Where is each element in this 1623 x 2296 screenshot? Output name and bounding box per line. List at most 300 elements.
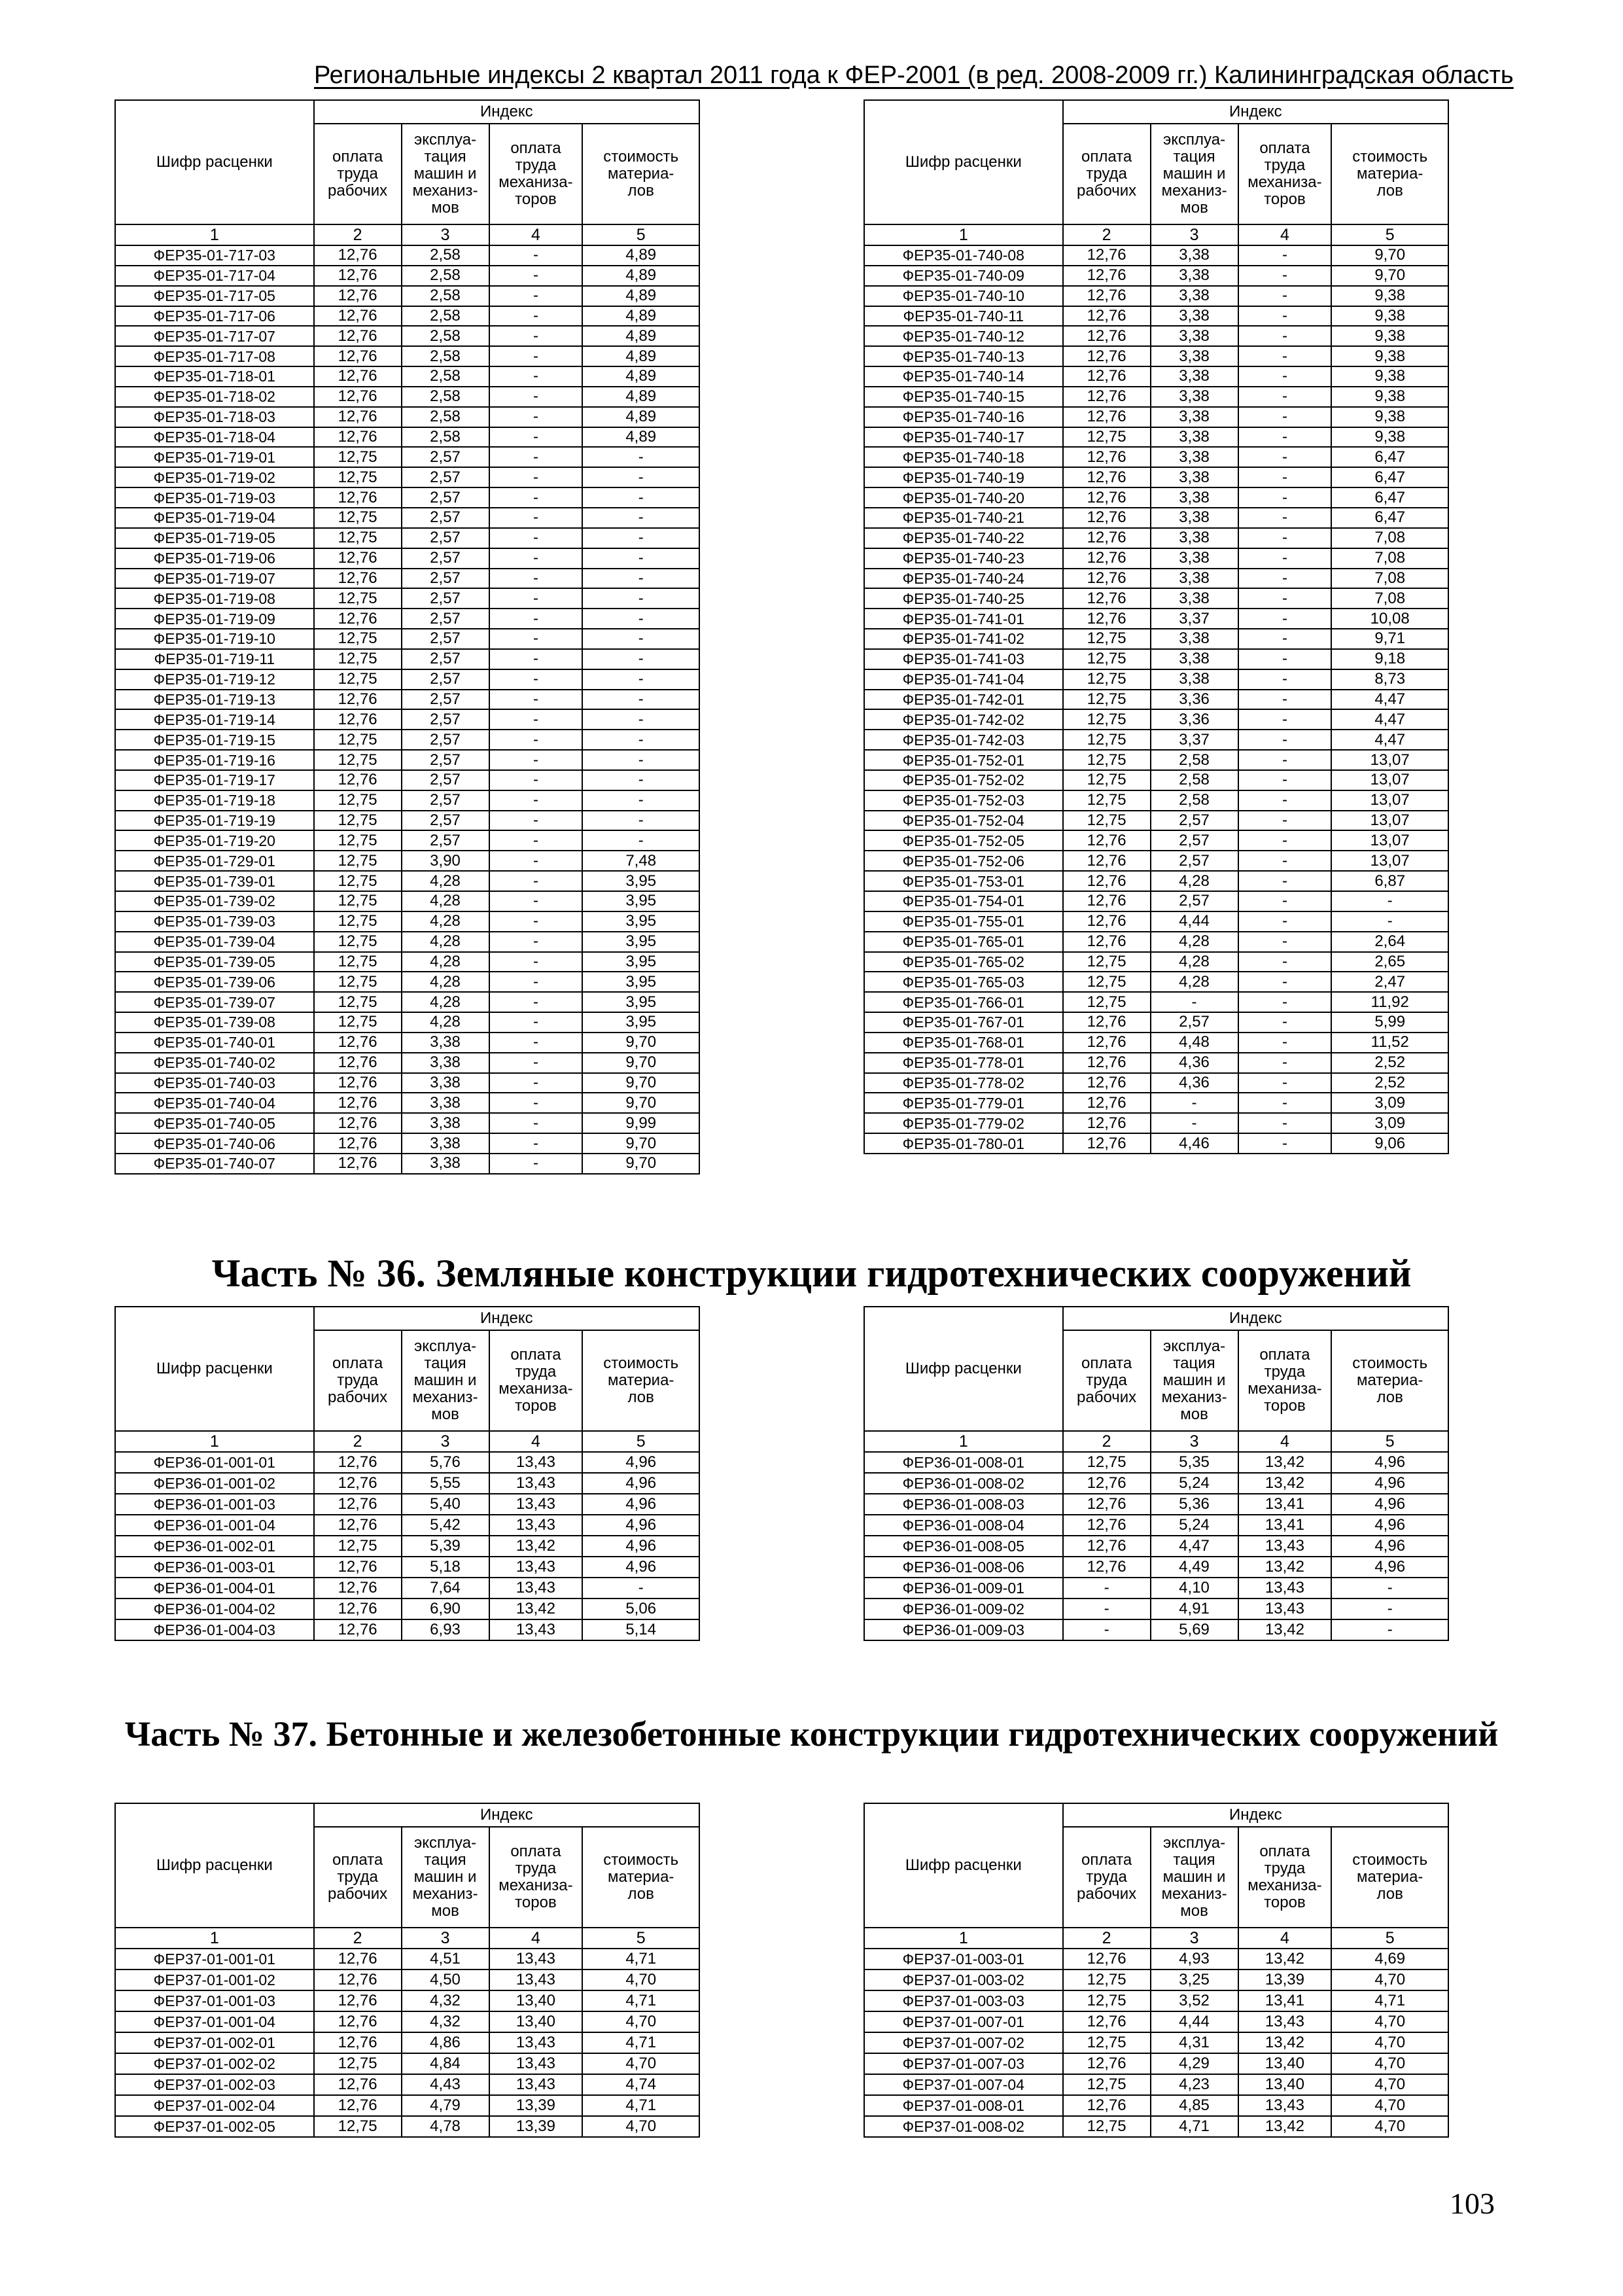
index-value-cell: 12,76 [314,770,402,790]
table-row [115,1990,699,2011]
index-value-cell: 12,75 [314,891,402,911]
table-row [115,871,699,891]
index-value-cell: 9,38 [1331,346,1448,366]
index-value-cell: - [582,629,699,649]
table-row [864,830,1448,851]
column-number: 1 [864,1928,1063,1949]
index-value-cell: - [582,690,699,710]
index-value-cell: - [489,871,583,891]
rate-code-cell: ФЕР35-01-719-10 [115,629,314,649]
table-row [864,790,1448,811]
table-row [115,770,699,790]
index-value-cell: - [1238,245,1332,266]
index-value-cell: - [489,266,583,286]
index-value-cell: - [1238,286,1332,306]
table-row [115,911,699,932]
rate-code-cell: ФЕР35-01-766-01 [864,992,1063,1012]
rate-code-cell: ФЕР35-01-718-03 [115,407,314,427]
index-value-cell: 3,38 [1151,629,1238,649]
header-machines: эксплуа- тация машин и механиз- мов [402,1827,489,1928]
index-value-cell: 12,75 [1063,992,1151,1012]
index-value-cell: 12,76 [314,245,402,266]
index-value-cell: 6,47 [1331,447,1448,467]
index-value-cell: - [1238,1093,1332,1113]
index-value-cell: - [582,447,699,467]
index-value-cell: 13,43 [489,1494,583,1515]
index-value-cell: - [489,1154,583,1174]
table-row [115,1619,699,1640]
header-materials: стоимость материа- лов [582,1330,699,1431]
index-value-cell: 9,71 [1331,629,1448,649]
index-value-cell: 12,75 [1063,750,1151,770]
index-value-cell: 12,75 [314,2116,402,2137]
index-value-cell: 9,18 [1331,649,1448,669]
index-value-cell: 4,28 [1151,871,1238,891]
table-row [115,649,699,669]
index-value-cell: 12,76 [1063,1536,1151,1557]
rate-code-cell: ФЕР35-01-740-15 [864,387,1063,407]
index-value-cell: 6,90 [402,1598,489,1619]
index-value-cell: 2,57 [402,609,489,629]
index-value-cell: 4,89 [582,326,699,346]
index-value-cell: 12,75 [314,811,402,831]
rate-code-cell: ФЕР35-01-740-24 [864,569,1063,589]
table-row [864,1578,1448,1598]
index-value-cell: 4,70 [1331,2053,1448,2074]
header-labor: оплата труда рабочих [1063,124,1151,224]
index-value-cell: - [489,811,583,831]
column-number: 3 [402,224,489,245]
index-value-cell: 12,76 [314,2095,402,2116]
header-operators: оплата труда механиза- торов [489,1330,583,1431]
rate-code-cell: ФЕР35-01-779-02 [864,1113,1063,1133]
table-row [864,1990,1448,2011]
index-value-cell: 12,75 [1063,730,1151,750]
index-value-cell: 4,96 [1331,1536,1448,1557]
index-value-cell: 5,18 [402,1557,489,1578]
index-value-cell: 12,76 [314,306,402,327]
table-row [864,2116,1448,2137]
index-value-cell: 9,70 [582,1093,699,1113]
index-value-cell: 4,96 [582,1515,699,1536]
table-row [864,932,1448,952]
rate-code-cell: ФЕР35-01-742-02 [864,709,1063,730]
table-row [115,1053,699,1073]
table-row [864,709,1448,730]
rate-code-cell: ФЕР35-01-717-05 [115,286,314,306]
rate-code-cell: ФЕР35-01-740-06 [115,1133,314,1154]
index-value-cell: 3,95 [582,972,699,992]
rate-code-cell: ФЕР35-01-740-21 [864,508,1063,528]
table-row [115,992,699,1012]
index-value-cell: - [1331,1619,1448,1640]
index-value-cell: 2,47 [1331,972,1448,992]
index-value-cell: 4,47 [1151,1536,1238,1557]
index-value-cell: 2,58 [1151,770,1238,790]
table-row [864,427,1448,448]
rate-code-cell: ФЕР36-01-004-02 [115,1598,314,1619]
index-value-cell: 5,39 [402,1536,489,1557]
rate-code-cell: ФЕР35-01-719-17 [115,770,314,790]
index-value-cell: 12,76 [1063,548,1151,569]
index-value-cell: 4,96 [582,1536,699,1557]
table-row [864,1012,1448,1033]
index-value-cell: - [489,427,583,448]
table-row [864,871,1448,891]
index-value-cell: 12,76 [314,387,402,407]
page-header: Региональные индексы 2 квартал 2011 года к ФЕР-2001 (в ред. 2008-2009 гг.) Калининградская область [314,62,1514,89]
rate-code-cell: ФЕР35-01-740-17 [864,427,1063,448]
rate-code-cell: ФЕР35-01-719-14 [115,709,314,730]
index-value-cell: 12,76 [314,346,402,366]
index-value-cell: 3,38 [1151,366,1238,387]
rate-code-cell: ФЕР36-01-009-03 [864,1619,1063,1640]
index-value-cell: - [489,952,583,972]
index-value-cell: 12,76 [314,407,402,427]
index-value-cell: 3,38 [402,1154,489,1174]
index-value-cell: 12,76 [1063,1473,1151,1494]
table-row [864,588,1448,609]
index-value-cell: - [1238,649,1332,669]
index-value-cell: 2,58 [402,407,489,427]
rate-code-cell: ФЕР35-01-740-13 [864,346,1063,366]
rate-code-cell: ФЕР35-01-729-01 [115,851,314,871]
index-value-cell: 6,87 [1331,871,1448,891]
table-row [864,911,1448,932]
rate-code-cell: ФЕР35-01-740-18 [864,447,1063,467]
index-value-cell: 5,55 [402,1473,489,1494]
table-row [864,1619,1448,1640]
index-value-cell: 12,76 [1063,891,1151,911]
rate-code-cell: ФЕР35-01-740-11 [864,306,1063,327]
index-value-cell: 12,76 [314,1598,402,1619]
rate-code-cell: ФЕР35-01-719-11 [115,649,314,669]
index-value-cell: 13,07 [1331,750,1448,770]
index-value-cell: 3,95 [582,1012,699,1033]
rate-code-cell: ФЕР35-01-719-06 [115,548,314,569]
index-value-cell: - [489,790,583,811]
header-operators: оплата труда механиза- торов [489,1827,583,1928]
index-value-cell: 12,76 [1063,932,1151,952]
column-number: 4 [489,1928,583,1949]
index-value-cell: - [489,387,583,407]
index-value-cell: 10,08 [1331,609,1448,629]
rate-code-cell: ФЕР35-01-719-18 [115,790,314,811]
index-value-cell: 11,52 [1331,1033,1448,1053]
index-value-cell: 12,76 [1063,1033,1151,1053]
index-value-cell: - [1151,992,1238,1012]
table-row [115,2011,699,2032]
index-value-cell: 2,58 [402,427,489,448]
index-value-cell: 3,38 [1151,346,1238,366]
index-value-cell: 12,76 [314,2032,402,2053]
rate-code-cell: ФЕР35-01-741-02 [864,629,1063,649]
index-value-cell: 5,76 [402,1452,489,1473]
index-value-cell: 4,96 [582,1494,699,1515]
index-value-cell: 4,89 [582,427,699,448]
table-row [115,306,699,327]
index-value-cell: - [1238,467,1332,487]
page-number: 103 [1450,2187,1495,2220]
index-value-cell: 9,70 [582,1133,699,1154]
index-value-cell: - [1331,1598,1448,1619]
index-value-cell: 4,28 [402,871,489,891]
index-value-cell: 12,76 [1063,1012,1151,1033]
index-value-cell: 12,75 [314,508,402,528]
index-value-cell: - [1331,911,1448,932]
rate-code-cell: ФЕР35-01-754-01 [864,891,1063,911]
index-value-cell: 12,75 [314,649,402,669]
index-value-cell: 12,76 [1063,569,1151,589]
index-value-cell: 12,75 [314,467,402,487]
header-code: Шифр расценки [864,100,1063,224]
rate-code-cell: ФЕР36-01-001-02 [115,1473,314,1494]
index-value-cell: - [489,1033,583,1053]
index-value-cell: 4,69 [1331,1949,1448,1969]
rate-code-cell: ФЕР35-01-755-01 [864,911,1063,932]
rate-code-cell: ФЕР35-01-740-03 [115,1073,314,1093]
rate-code-cell: ФЕР35-01-778-02 [864,1073,1063,1093]
table-row [115,609,699,629]
index-value-cell: 12,76 [1063,1557,1151,1578]
index-value-cell: 13,43 [1238,2095,1332,2116]
index-value-cell: 12,75 [1063,669,1151,690]
column-number: 3 [402,1928,489,1949]
index-value-cell: 4,47 [1331,730,1448,750]
index-value-cell: 3,38 [1151,528,1238,548]
index-table-37-left [114,1803,700,2138]
section-36-title: Часть № 36. Земляные конструкции гидротехнических сооружений [211,1252,1412,1295]
rate-code-cell: ФЕР35-01-740-04 [115,1093,314,1113]
index-value-cell: 12,76 [1063,851,1151,871]
index-value-cell: - [489,770,583,790]
index-value-cell: 4,28 [402,972,489,992]
column-number: 2 [314,224,402,245]
table-row [115,266,699,286]
rate-code-cell: ФЕР35-01-719-20 [115,830,314,851]
index-value-cell: 3,38 [402,1053,489,1073]
table-row [864,2095,1448,2116]
column-number: 3 [402,1431,489,1452]
index-value-cell: 5,69 [1151,1619,1238,1640]
table-row [115,1536,699,1557]
index-value-cell: - [489,245,583,266]
rate-code-cell: ФЕР35-01-742-03 [864,730,1063,750]
index-value-cell: 4,44 [1151,911,1238,932]
rate-code-cell: ФЕР35-01-717-03 [115,245,314,266]
index-table-37-right [864,1803,1449,2138]
table-row [115,851,699,871]
table-row [864,1073,1448,1093]
table-row [115,447,699,467]
index-value-cell: - [1238,1053,1332,1073]
column-number: 5 [1331,224,1448,245]
index-value-cell: 5,24 [1151,1473,1238,1494]
index-value-cell: 13,43 [489,1557,583,1578]
rate-code-cell: ФЕР37-01-001-04 [115,2011,314,2032]
table-row [115,811,699,831]
rate-code-cell: ФЕР35-01-740-08 [864,245,1063,266]
index-value-cell: 12,76 [314,326,402,346]
index-value-cell: 12,75 [1063,790,1151,811]
rate-code-cell: ФЕР35-01-752-04 [864,811,1063,831]
header-machines: эксплуа- тация машин и механиз- мов [1151,1827,1238,1928]
index-value-cell: 12,75 [1063,2074,1151,2095]
header-operators: оплата труда механиза- торов [489,124,583,224]
index-value-cell: 12,76 [314,609,402,629]
index-value-cell: 13,39 [489,2116,583,2137]
table-row [864,1093,1448,1113]
table-row [115,245,699,266]
index-value-cell: - [489,407,583,427]
index-value-cell: 2,64 [1331,932,1448,952]
index-value-cell: 4,70 [1331,2116,1448,2137]
index-value-cell: 2,57 [402,528,489,548]
rate-code-cell: ФЕР35-01-719-01 [115,447,314,467]
index-value-cell: - [582,548,699,569]
index-value-cell: - [489,911,583,932]
index-value-cell: 13,07 [1331,851,1448,871]
index-value-cell: 2,57 [402,447,489,467]
table-row [115,932,699,952]
index-value-cell: 12,76 [1063,1093,1151,1113]
table-row [864,346,1448,366]
index-value-cell: 3,38 [1151,427,1238,448]
index-value-cell: 3,90 [402,851,489,871]
rate-code-cell: ФЕР35-01-718-01 [115,366,314,387]
index-value-cell: 2,57 [402,548,489,569]
index-value-cell: 9,70 [582,1033,699,1053]
index-value-cell: 13,39 [489,2095,583,2116]
rate-code-cell: ФЕР35-01-739-08 [115,1012,314,1033]
rate-code-cell: ФЕР35-01-741-04 [864,669,1063,690]
index-value-cell: 12,75 [314,932,402,952]
rate-code-cell: ФЕР35-01-740-09 [864,266,1063,286]
index-value-cell: - [1238,952,1332,972]
rate-code-cell: ФЕР37-01-002-02 [115,2053,314,2074]
rate-code-cell: ФЕР37-01-008-02 [864,2116,1063,2137]
index-value-cell: 4,44 [1151,2011,1238,2032]
index-value-cell: 12,76 [314,366,402,387]
rate-code-cell: ФЕР35-01-739-06 [115,972,314,992]
index-value-cell: - [489,1093,583,1113]
index-value-cell: 13,42 [489,1598,583,1619]
index-value-cell: - [1238,871,1332,891]
index-value-cell: - [1238,387,1332,407]
table-row [864,1113,1448,1133]
index-value-cell: 13,40 [1238,2053,1332,2074]
header-materials: стоимость материа- лов [1331,124,1448,224]
header-code: Шифр расценки [115,100,314,224]
table-row [115,387,699,407]
header-materials: стоимость материа- лов [1331,1330,1448,1431]
index-value-cell: 12,76 [314,487,402,508]
table-row [115,588,699,609]
index-value-cell: 4,23 [1151,2074,1238,2095]
index-value-cell: 13,42 [1238,1619,1332,1640]
index-value-cell: - [1238,992,1332,1012]
index-value-cell: 12,75 [1063,1969,1151,1990]
table-row [864,2074,1448,2095]
rate-code-cell: ФЕР37-01-002-03 [115,2074,314,2095]
table-row [115,1969,699,1990]
rate-code-cell: ФЕР35-01-719-02 [115,467,314,487]
index-value-cell: 13,39 [1238,1969,1332,1990]
index-value-cell: - [489,1073,583,1093]
index-value-cell: 2,58 [402,245,489,266]
index-value-cell: - [1238,548,1332,569]
index-value-cell: 12,75 [1063,952,1151,972]
index-value-cell: 9,70 [582,1053,699,1073]
rate-code-cell: ФЕР35-01-717-07 [115,326,314,346]
index-value-cell: 7,08 [1331,588,1448,609]
index-value-cell: 12,76 [1063,387,1151,407]
index-value-cell: 2,57 [1151,1012,1238,1033]
rate-code-cell: ФЕР36-01-008-03 [864,1494,1063,1515]
index-value-cell: - [489,891,583,911]
index-value-cell: 9,70 [1331,266,1448,286]
index-value-cell: 2,57 [1151,891,1238,911]
index-value-cell: 13,07 [1331,830,1448,851]
table-row [864,528,1448,548]
index-value-cell: 12,76 [314,1154,402,1174]
rate-code-cell: ФЕР36-01-008-06 [864,1557,1063,1578]
index-value-cell: - [489,508,583,528]
rate-code-cell: ФЕР35-01-717-04 [115,266,314,286]
table-row [864,1598,1448,1619]
index-value-cell: 6,47 [1331,467,1448,487]
index-value-cell: 2,65 [1331,952,1448,972]
rate-code-cell: ФЕР35-01-719-08 [115,588,314,609]
index-value-cell: 9,38 [1331,387,1448,407]
table-row [115,2116,699,2137]
table-row [864,326,1448,346]
table-row [115,669,699,690]
table-row [115,346,699,366]
rate-code-cell: ФЕР36-01-001-03 [115,1494,314,1515]
index-value-cell: 4,70 [582,2053,699,2074]
index-value-cell: - [1238,346,1332,366]
index-value-cell: 12,76 [314,548,402,569]
index-value-cell: 7,08 [1331,569,1448,589]
index-value-cell: 13,42 [1238,1473,1332,1494]
index-value-cell: 2,57 [402,811,489,831]
index-value-cell: - [1238,891,1332,911]
index-value-cell: - [489,286,583,306]
rate-code-cell: ФЕР35-01-740-14 [864,366,1063,387]
table-row [115,830,699,851]
column-number: 4 [1238,1431,1332,1452]
index-value-cell: 4,96 [1331,1494,1448,1515]
index-value-cell: 9,06 [1331,1133,1448,1154]
rate-code-cell: ФЕР35-01-740-02 [115,1053,314,1073]
index-value-cell: 2,57 [402,649,489,669]
table-row [115,1133,699,1154]
column-number: 1 [864,224,1063,245]
index-value-cell: 13,41 [1238,1494,1332,1515]
index-value-cell: - [489,649,583,669]
rate-code-cell: ФЕР35-01-740-12 [864,326,1063,346]
index-value-cell: - [489,830,583,851]
index-value-cell: - [1238,508,1332,528]
index-value-cell: - [582,508,699,528]
rate-code-cell: ФЕР37-01-003-03 [864,1990,1063,2011]
index-value-cell: 4,86 [402,2032,489,2053]
index-value-cell: 12,75 [1063,811,1151,831]
index-value-cell: 2,57 [1151,830,1238,851]
index-value-cell: 12,76 [314,1515,402,1536]
table-row [864,1515,1448,1536]
